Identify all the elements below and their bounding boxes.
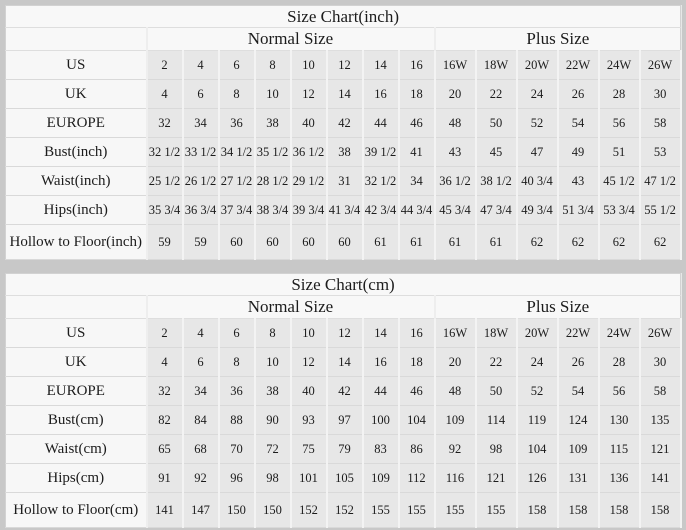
size-value-cell: 4	[147, 80, 183, 109]
size-value-cell: 126	[517, 464, 558, 493]
row-label: US	[6, 319, 147, 348]
corner-cell	[6, 28, 147, 51]
size-value-cell: 98	[255, 464, 291, 493]
size-value-cell: 22	[476, 80, 517, 109]
size-value-cell: 45 3/4	[435, 196, 476, 225]
size-value-cell: 32 1/2	[363, 167, 399, 196]
size-value-cell: 12	[327, 51, 363, 80]
size-value-cell: 59	[183, 225, 219, 260]
size-value-cell: 44	[363, 377, 399, 406]
row-label: EUROPE	[6, 377, 147, 406]
size-value-cell: 4	[147, 348, 183, 377]
table-row	[6, 406, 681, 435]
size-value-cell: 152	[291, 493, 327, 528]
size-value-cell: 14	[363, 51, 399, 80]
table-row	[6, 167, 681, 196]
size-value-cell: 20	[435, 348, 476, 377]
size-value-cell: 28 1/2	[255, 167, 291, 196]
table-title: Size Chart(cm)	[6, 274, 681, 296]
size-value-cell: 54	[558, 109, 599, 138]
size-value-cell: 4	[183, 51, 219, 80]
row-label: Bust(cm)	[6, 406, 147, 435]
size-value-cell: 2	[147, 51, 183, 80]
size-value-cell: 68	[183, 435, 219, 464]
table-row	[6, 80, 681, 109]
size-value-cell: 62	[640, 225, 681, 260]
table-row	[6, 138, 681, 167]
size-value-cell: 116	[435, 464, 476, 493]
size-value-cell: 14	[327, 348, 363, 377]
size-value-cell: 35 1/2	[255, 138, 291, 167]
size-value-cell: 16W	[435, 319, 476, 348]
size-value-cell: 49	[558, 138, 599, 167]
size-value-cell: 50	[476, 377, 517, 406]
row-label: Hollow to Floor(cm)	[6, 493, 147, 528]
size-value-cell: 42 3/4	[363, 196, 399, 225]
size-value-cell: 38	[255, 109, 291, 138]
size-value-cell: 56	[599, 377, 640, 406]
size-value-cell: 59	[147, 225, 183, 260]
size-chart-cm	[5, 273, 681, 528]
size-value-cell: 26	[558, 348, 599, 377]
column-group-label: Normal Size	[147, 28, 435, 51]
size-value-cell: 60	[255, 225, 291, 260]
size-value-cell: 150	[219, 493, 255, 528]
size-value-cell: 55 1/2	[640, 196, 681, 225]
size-value-cell: 52	[517, 109, 558, 138]
size-value-cell: 98	[476, 435, 517, 464]
size-value-cell: 16W	[435, 51, 476, 80]
column-group-label: Plus Size	[435, 28, 681, 51]
size-value-cell: 36	[219, 377, 255, 406]
size-value-cell: 16	[399, 51, 435, 80]
row-label: UK	[6, 80, 147, 109]
size-value-cell: 51	[599, 138, 640, 167]
table-row	[6, 377, 681, 406]
size-value-cell: 33 1/2	[183, 138, 219, 167]
size-value-cell: 96	[219, 464, 255, 493]
table-row	[6, 51, 681, 80]
size-table	[5, 5, 682, 260]
size-value-cell: 61	[363, 225, 399, 260]
size-value-cell: 40 3/4	[517, 167, 558, 196]
size-value-cell: 79	[327, 435, 363, 464]
size-value-cell: 2	[147, 319, 183, 348]
size-value-cell: 155	[399, 493, 435, 528]
size-value-cell: 14	[327, 80, 363, 109]
size-value-cell: 18	[399, 80, 435, 109]
size-value-cell: 26W	[640, 319, 681, 348]
size-value-cell: 22W	[558, 319, 599, 348]
size-value-cell: 36 1/2	[435, 167, 476, 196]
size-value-cell: 16	[399, 319, 435, 348]
size-value-cell: 150	[255, 493, 291, 528]
size-value-cell: 104	[399, 406, 435, 435]
size-value-cell: 62	[517, 225, 558, 260]
size-value-cell: 83	[363, 435, 399, 464]
size-value-cell: 119	[517, 406, 558, 435]
size-value-cell: 115	[599, 435, 640, 464]
size-value-cell: 47 1/2	[640, 167, 681, 196]
table-title: Size Chart(inch)	[6, 6, 681, 28]
size-value-cell: 136	[599, 464, 640, 493]
size-value-cell: 22	[476, 348, 517, 377]
column-group-label: Plus Size	[435, 296, 681, 319]
size-value-cell: 20W	[517, 319, 558, 348]
size-value-cell: 158	[640, 493, 681, 528]
size-value-cell: 16	[363, 348, 399, 377]
size-value-cell: 12	[291, 80, 327, 109]
size-value-cell: 41	[399, 138, 435, 167]
size-value-cell: 135	[640, 406, 681, 435]
row-label: Hollow to Floor(inch)	[6, 225, 147, 260]
size-value-cell: 56	[599, 109, 640, 138]
size-value-cell: 50	[476, 109, 517, 138]
size-value-cell: 8	[219, 80, 255, 109]
size-value-cell: 60	[291, 225, 327, 260]
size-value-cell: 45	[476, 138, 517, 167]
size-value-cell: 34	[399, 167, 435, 196]
size-value-cell: 38 3/4	[255, 196, 291, 225]
size-value-cell: 130	[599, 406, 640, 435]
size-value-cell: 26	[558, 80, 599, 109]
column-group-label: Normal Size	[147, 296, 435, 319]
size-value-cell: 38 1/2	[476, 167, 517, 196]
size-value-cell: 41 3/4	[327, 196, 363, 225]
size-value-cell: 46	[399, 109, 435, 138]
size-value-cell: 72	[255, 435, 291, 464]
size-value-cell: 28	[599, 348, 640, 377]
size-value-cell: 158	[517, 493, 558, 528]
table-row	[6, 464, 681, 493]
size-value-cell: 141	[147, 493, 183, 528]
table-row	[6, 348, 681, 377]
size-value-cell: 10	[255, 348, 291, 377]
size-value-cell: 65	[147, 435, 183, 464]
size-value-cell: 32	[147, 109, 183, 138]
table-row	[6, 225, 681, 260]
row-label: UK	[6, 348, 147, 377]
size-value-cell: 28	[599, 80, 640, 109]
size-value-cell: 20W	[517, 51, 558, 80]
corner-cell	[6, 296, 147, 319]
size-value-cell: 18W	[476, 319, 517, 348]
size-value-cell: 30	[640, 80, 681, 109]
size-value-cell: 60	[327, 225, 363, 260]
size-value-cell: 32 1/2	[147, 138, 183, 167]
size-value-cell: 36 1/2	[291, 138, 327, 167]
table-row	[6, 109, 681, 138]
size-value-cell: 10	[255, 80, 291, 109]
size-value-cell: 158	[599, 493, 640, 528]
size-value-cell: 16	[363, 80, 399, 109]
size-value-cell: 38	[255, 377, 291, 406]
size-value-cell: 58	[640, 109, 681, 138]
size-value-cell: 147	[183, 493, 219, 528]
size-value-cell: 34	[183, 377, 219, 406]
size-value-cell: 91	[147, 464, 183, 493]
table-row	[6, 196, 681, 225]
size-value-cell: 40	[291, 377, 327, 406]
size-value-cell: 32	[147, 377, 183, 406]
size-value-cell: 62	[599, 225, 640, 260]
size-value-cell: 8	[255, 319, 291, 348]
size-value-cell: 152	[327, 493, 363, 528]
row-label: Hips(inch)	[6, 196, 147, 225]
size-value-cell: 49 3/4	[517, 196, 558, 225]
size-value-cell: 92	[183, 464, 219, 493]
size-value-cell: 24	[517, 80, 558, 109]
size-value-cell: 36	[219, 109, 255, 138]
size-value-cell: 26 1/2	[183, 167, 219, 196]
size-value-cell: 100	[363, 406, 399, 435]
size-value-cell: 6	[183, 80, 219, 109]
size-value-cell: 10	[291, 51, 327, 80]
size-value-cell: 26W	[640, 51, 681, 80]
size-value-cell: 34	[183, 109, 219, 138]
size-value-cell: 121	[640, 435, 681, 464]
size-value-cell: 45 1/2	[599, 167, 640, 196]
size-value-cell: 141	[640, 464, 681, 493]
size-value-cell: 75	[291, 435, 327, 464]
size-value-cell: 70	[219, 435, 255, 464]
size-value-cell: 93	[291, 406, 327, 435]
size-value-cell: 35 3/4	[147, 196, 183, 225]
size-value-cell: 36 3/4	[183, 196, 219, 225]
size-value-cell: 114	[476, 406, 517, 435]
size-value-cell: 12	[291, 348, 327, 377]
size-value-cell: 34 1/2	[219, 138, 255, 167]
size-value-cell: 124	[558, 406, 599, 435]
table-row	[6, 435, 681, 464]
size-value-cell: 39 1/2	[363, 138, 399, 167]
size-value-cell: 97	[327, 406, 363, 435]
size-value-cell: 48	[435, 109, 476, 138]
size-value-cell: 8	[219, 348, 255, 377]
size-value-cell: 86	[399, 435, 435, 464]
size-value-cell: 30	[640, 348, 681, 377]
size-value-cell: 38	[327, 138, 363, 167]
size-value-cell: 25 1/2	[147, 167, 183, 196]
size-value-cell: 42	[327, 109, 363, 138]
size-value-cell: 24	[517, 348, 558, 377]
size-value-cell: 24W	[599, 319, 640, 348]
size-value-cell: 155	[476, 493, 517, 528]
size-value-cell: 112	[399, 464, 435, 493]
row-label: Waist(cm)	[6, 435, 147, 464]
size-value-cell: 51 3/4	[558, 196, 599, 225]
size-value-cell: 22W	[558, 51, 599, 80]
size-value-cell: 61	[435, 225, 476, 260]
size-chart-inch	[5, 5, 681, 260]
size-value-cell: 53	[640, 138, 681, 167]
row-label: EUROPE	[6, 109, 147, 138]
size-value-cell: 109	[558, 435, 599, 464]
size-value-cell: 121	[476, 464, 517, 493]
size-value-cell: 43	[435, 138, 476, 167]
size-value-cell: 54	[558, 377, 599, 406]
size-value-cell: 43	[558, 167, 599, 196]
size-value-cell: 42	[327, 377, 363, 406]
size-value-cell: 90	[255, 406, 291, 435]
size-value-cell: 24W	[599, 51, 640, 80]
table-row	[6, 319, 681, 348]
size-value-cell: 158	[558, 493, 599, 528]
size-value-cell: 155	[363, 493, 399, 528]
size-value-cell: 6	[183, 348, 219, 377]
table-row	[6, 493, 681, 528]
size-value-cell: 53 3/4	[599, 196, 640, 225]
row-label: Bust(inch)	[6, 138, 147, 167]
row-label: US	[6, 51, 147, 80]
size-value-cell: 18W	[476, 51, 517, 80]
size-value-cell: 84	[183, 406, 219, 435]
size-value-cell: 20	[435, 80, 476, 109]
size-value-cell: 48	[435, 377, 476, 406]
size-value-cell: 60	[219, 225, 255, 260]
size-value-cell: 101	[291, 464, 327, 493]
size-value-cell: 82	[147, 406, 183, 435]
row-label: Waist(inch)	[6, 167, 147, 196]
size-value-cell: 105	[327, 464, 363, 493]
size-value-cell: 31	[327, 167, 363, 196]
size-value-cell: 155	[435, 493, 476, 528]
size-value-cell: 104	[517, 435, 558, 464]
size-value-cell: 40	[291, 109, 327, 138]
row-label: Hips(cm)	[6, 464, 147, 493]
size-value-cell: 10	[291, 319, 327, 348]
size-value-cell: 46	[399, 377, 435, 406]
size-value-cell: 37 3/4	[219, 196, 255, 225]
size-table	[5, 273, 682, 528]
size-value-cell: 6	[219, 319, 255, 348]
size-value-cell: 61	[476, 225, 517, 260]
size-value-cell: 8	[255, 51, 291, 80]
size-value-cell: 44 3/4	[399, 196, 435, 225]
size-value-cell: 62	[558, 225, 599, 260]
size-value-cell: 88	[219, 406, 255, 435]
size-value-cell: 109	[435, 406, 476, 435]
size-value-cell: 109	[363, 464, 399, 493]
size-value-cell: 47 3/4	[476, 196, 517, 225]
size-value-cell: 27 1/2	[219, 167, 255, 196]
size-value-cell: 92	[435, 435, 476, 464]
size-value-cell: 131	[558, 464, 599, 493]
size-value-cell: 44	[363, 109, 399, 138]
size-value-cell: 29 1/2	[291, 167, 327, 196]
size-value-cell: 4	[183, 319, 219, 348]
size-value-cell: 52	[517, 377, 558, 406]
size-value-cell: 61	[399, 225, 435, 260]
size-value-cell: 6	[219, 51, 255, 80]
size-value-cell: 14	[363, 319, 399, 348]
size-value-cell: 12	[327, 319, 363, 348]
size-value-cell: 39 3/4	[291, 196, 327, 225]
size-value-cell: 18	[399, 348, 435, 377]
size-value-cell: 47	[517, 138, 558, 167]
size-value-cell: 58	[640, 377, 681, 406]
